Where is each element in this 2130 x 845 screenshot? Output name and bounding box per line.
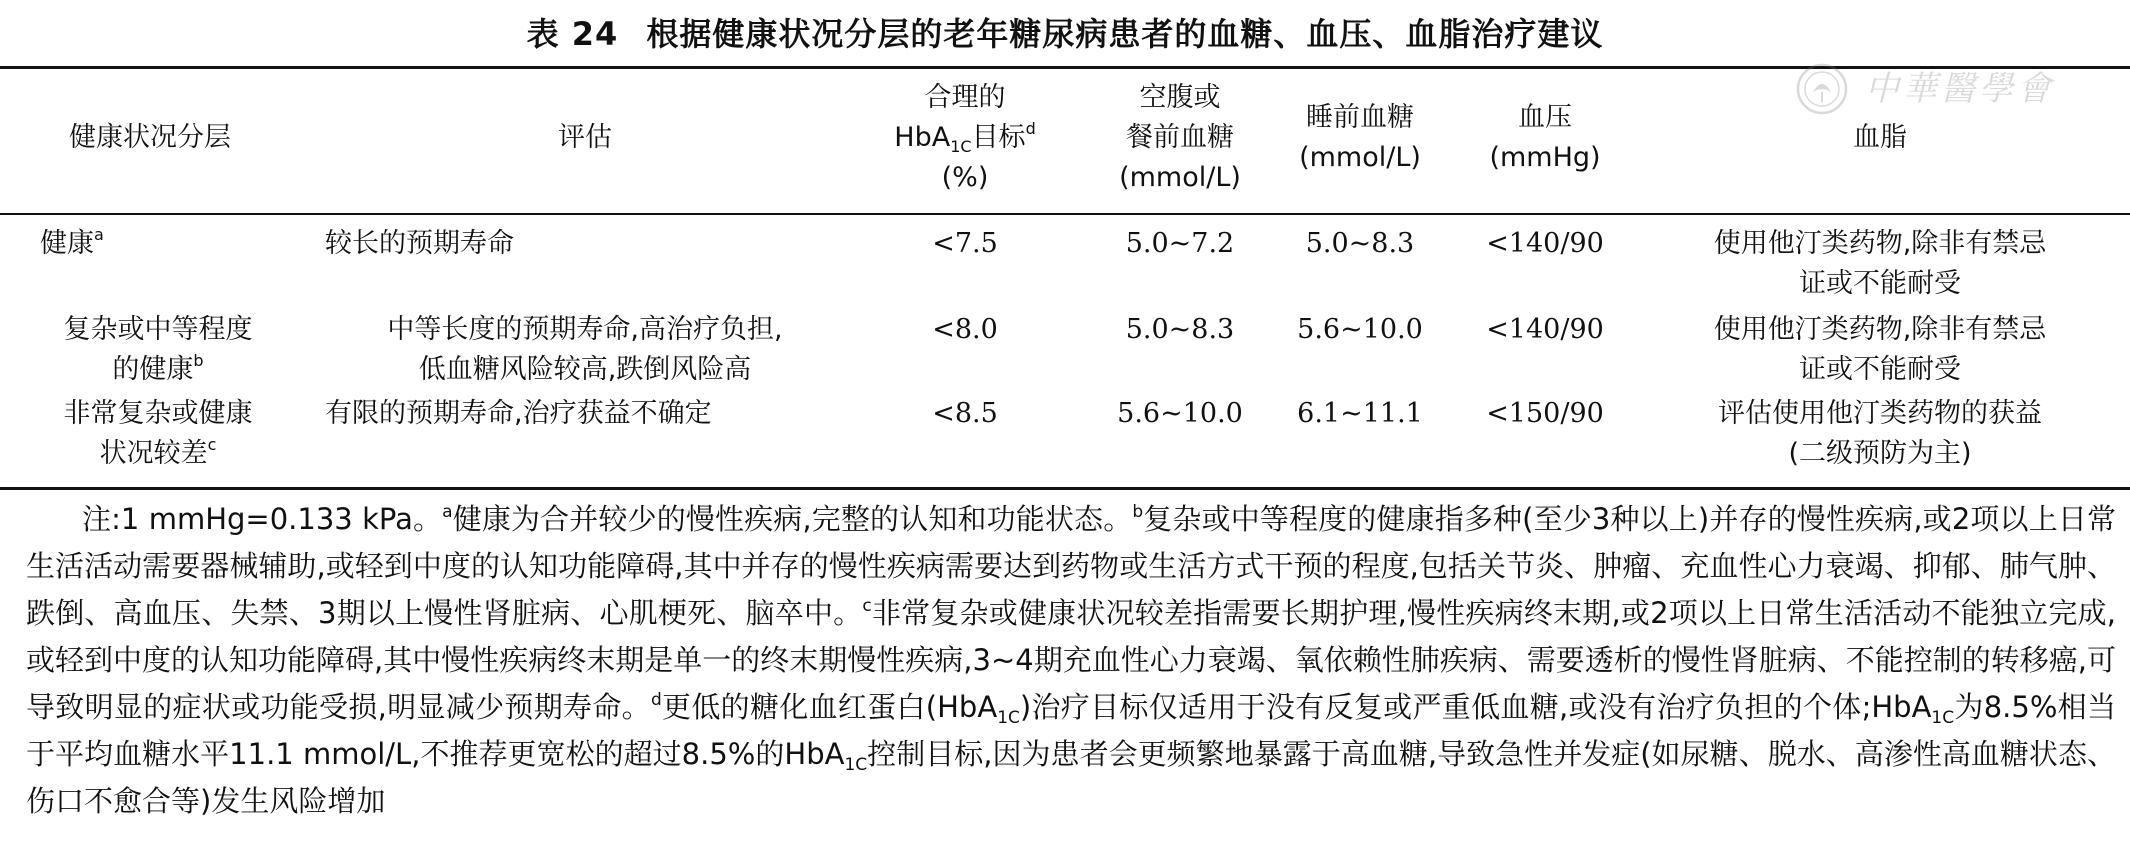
- row1-assessment: 较长的预期寿命: [325, 228, 514, 259]
- row3-bedtime-glucose: 6.1~11.1: [1297, 398, 1423, 429]
- header-hba1c: 合理的 HbA$_{1C}$目标$^d$ (%): [894, 82, 1036, 193]
- table-bottom-rule: [0, 487, 2130, 490]
- header-lipid: 血脂: [1853, 122, 1907, 153]
- row2-bedtime-glucose: 5.6~10.0: [1297, 314, 1423, 345]
- header-assessment: 评估: [558, 122, 612, 153]
- row3-fasting-glucose: 5.6~10.0: [1117, 398, 1243, 429]
- row1-lipid: 使用他汀类药物,除非有禁忌 证或不能耐受: [1713, 228, 2047, 299]
- row1-bedtime-glucose: 5.0~8.3: [1305, 228, 1415, 259]
- row2-blood-pressure: <140/90: [1486, 314, 1604, 345]
- row3-lipid: 评估使用他汀类药物的获益 (二级预防为主): [1718, 398, 2042, 469]
- row3-blood-pressure: <150/90: [1486, 398, 1604, 429]
- table-title: [0, 14, 2130, 54]
- publisher-watermark: [1785, 56, 2095, 126]
- header-blood-pressure: 血压 (mmHg): [1489, 102, 1601, 173]
- table-title-text: 根据健康状况分层的老年糖尿病患者的血糖、血压、血脂治疗建议: [646, 15, 1604, 53]
- row3-health-status: 非常复杂或健康 状况较差$^c$: [63, 398, 253, 469]
- header-bedtime-glucose: 睡前血糖 (mmol/L): [1299, 102, 1421, 173]
- header-fasting-glucose: 空腹或 餐前血糖 (mmol/L): [1119, 82, 1241, 193]
- table-header-rule: [0, 213, 2130, 215]
- row3-hba1c: <8.5: [932, 398, 998, 429]
- seal-icon: [1795, 62, 1849, 116]
- row1-fasting-glucose: 5.0~7.2: [1125, 228, 1235, 259]
- row3-assessment: 有限的预期寿命,治疗获益不确定: [325, 398, 712, 429]
- row1-health-status: 健康$^a$: [40, 225, 104, 259]
- row2-assessment: 中等长度的预期寿命,高治疗负担, 低血糖风险较高,跌倒风险高: [387, 314, 783, 385]
- row2-hba1c: <8.0: [932, 314, 998, 345]
- table-number: 表 24: [526, 15, 619, 53]
- header-health-status: 健康状况分层: [69, 122, 231, 153]
- row1-blood-pressure: <140/90: [1486, 228, 1604, 259]
- row2-health-status: 复杂或中等程度 的健康$^b$: [63, 314, 253, 385]
- watermark-text: 中華醫學會: [1865, 69, 2055, 109]
- row2-fasting-glucose: 5.0~8.3: [1125, 314, 1235, 345]
- row2-lipid: 使用他汀类药物,除非有禁忌 证或不能耐受: [1713, 314, 2047, 385]
- table-footnote: 注:1 mmHg=0.133 kPa。$^a$健康为合并较少的慢性疾病,完整的认知和功能状态。$^b$复杂或中等程度的健康指多种(至少3种以上)并存的慢性疾病,或2项以上日常生活活动需要器械辅助,或轻到中度的认知功能障碍,其中并存的慢性疾病需要达到药物或生活方式干预的程度,包括关节炎、肿瘤、充血性心力衰竭、抑郁、肺气肿、跌倒、高血压、失禁、3期以上慢性肾脏病、心肌梗死、脑卒中。$^c$非常复杂或健康状况较差指需要长期护理,慢性疾病终末期,或2项以上日常生活活动不能独立完成,或轻到中度的认知功能障碍,其中慢性疾病终末期是单一的终末期慢性疾病,3~4期充血性心力衰竭、氧依赖性肺疾病、需要透析的慢性肾脏病、不能控制的转移癌,可导致明显的症状或功能受损,明显减少预期寿命。$^d$更低的糖化血红蛋白(HbA$_{1C}$)治疗目标仅适用于没有反复或严重低血糖,或没有治疗负担的个体;HbA$_{1C}$为8.5%相当于平均血糖水平11.1 mmol/L,不推荐更宽松的超过8.5%的HbA$_{1C}$控制目标,因为患者会更频繁地暴露于高血糖,导致急性并发症(如尿糖、脱水、高渗性高血糖状态、伤口不愈合等)发生风险增加: [26, 502, 2117, 818]
- row1-hba1c: <7.5: [932, 228, 998, 259]
